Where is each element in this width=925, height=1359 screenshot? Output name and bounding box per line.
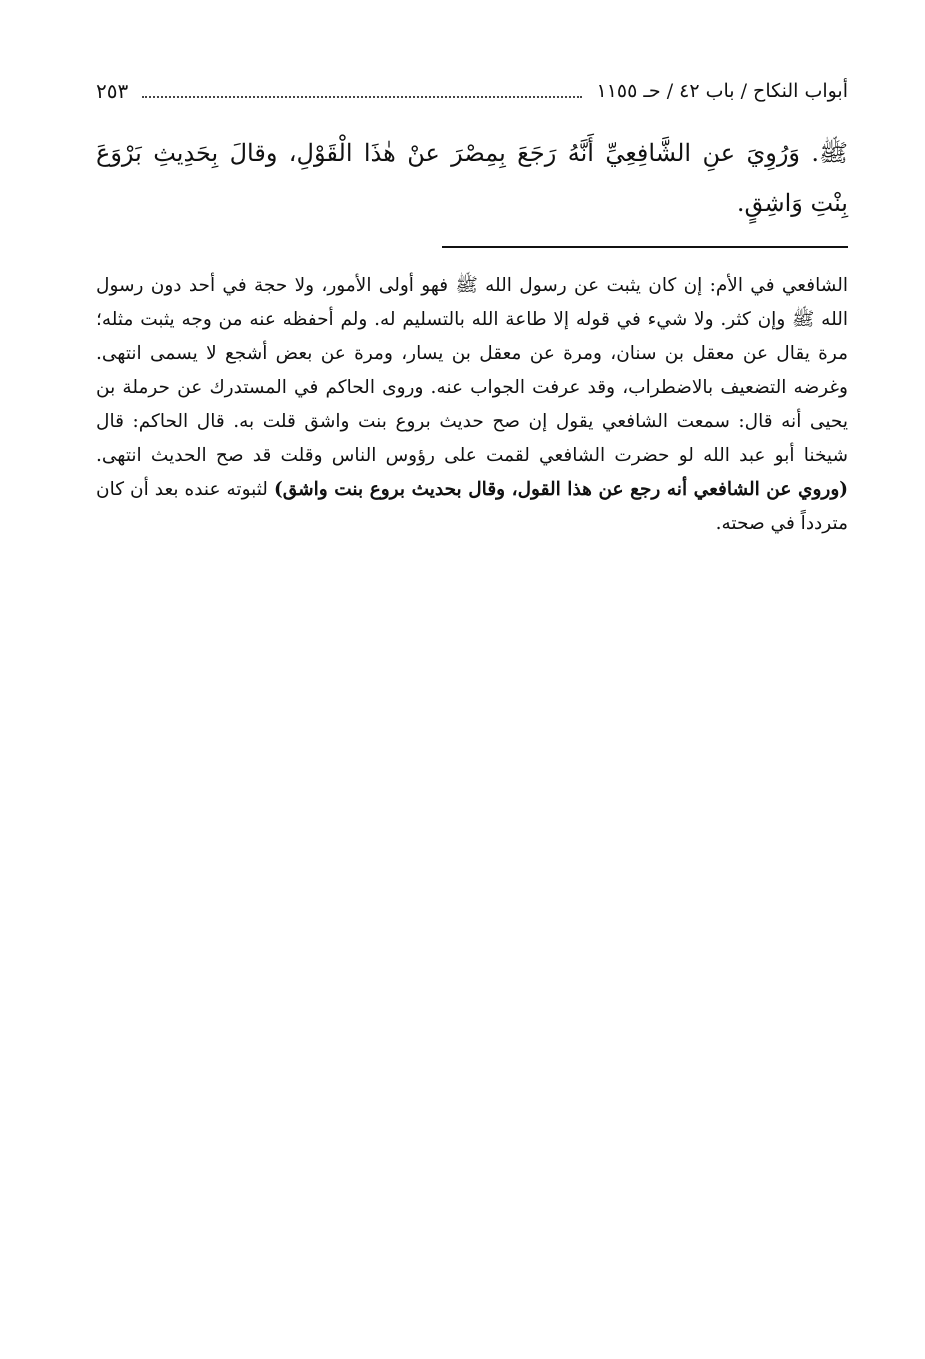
main-text: ﷺ. وَرُوِيَ عنِ الشَّافِعِيِّ أَنَّهُ رَجَعَ بِمِصْرَ عنْ هٰذَا الْقَوْلِ، وقالَ بِحَدِيثِ بَرْوَعَ بِنْتِ وَاشِقٍ. bbox=[96, 139, 848, 217]
footnote bbox=[96, 269, 848, 541]
running-head: أبواب النكاح / باب ٤٢ / حـ ١١٥٥ bbox=[596, 80, 848, 102]
dotted-leader bbox=[142, 84, 582, 98]
footnote-text-end: لثبوته عنده بعد أن كان متردداً في صحته. bbox=[96, 479, 848, 534]
footnote-quote: (وروي عن الشافعي أنه رجع عن هذا القول، وقال بحديث بروع بنت واشق) bbox=[273, 479, 849, 500]
page-number: ٢٥٣ bbox=[96, 79, 129, 103]
footnote-text: الشافعي في الأم: إن كان يثبت عن رسول الله ﷺ فهو أولى الأمور، ولا حجة في أحد دون رسول الله ﷺ وإن كثر. ولا شيء في قوله إلا طاعة الله بالتسليم له. ولم أحفظه عنه من وجه يثبت مثله؛ مرة يقال عن معقل بن سنان، ومرة عن معقل بن يسار، ومرة عن بعض أشجع لا يسمى انتهى. وغرضه التضعيف بالاضطراب، وقد عرفت الجواب عنه. وروى الحاكم في المستدرك عن حرملة بن يحيى أنه قال: سمعت الشافعي يقول إن صح حديث بروع بنت واشق قلت به. قال الحاكم: قال شيخنا أبو عبد الله لو حضرت الشافعي لقمت على رؤوس الناس وقلت قد صح الحديث انتهى. bbox=[96, 275, 848, 466]
footnote-paragraph bbox=[96, 269, 848, 541]
page-header bbox=[96, 76, 848, 106]
footnote-separator bbox=[442, 246, 848, 248]
